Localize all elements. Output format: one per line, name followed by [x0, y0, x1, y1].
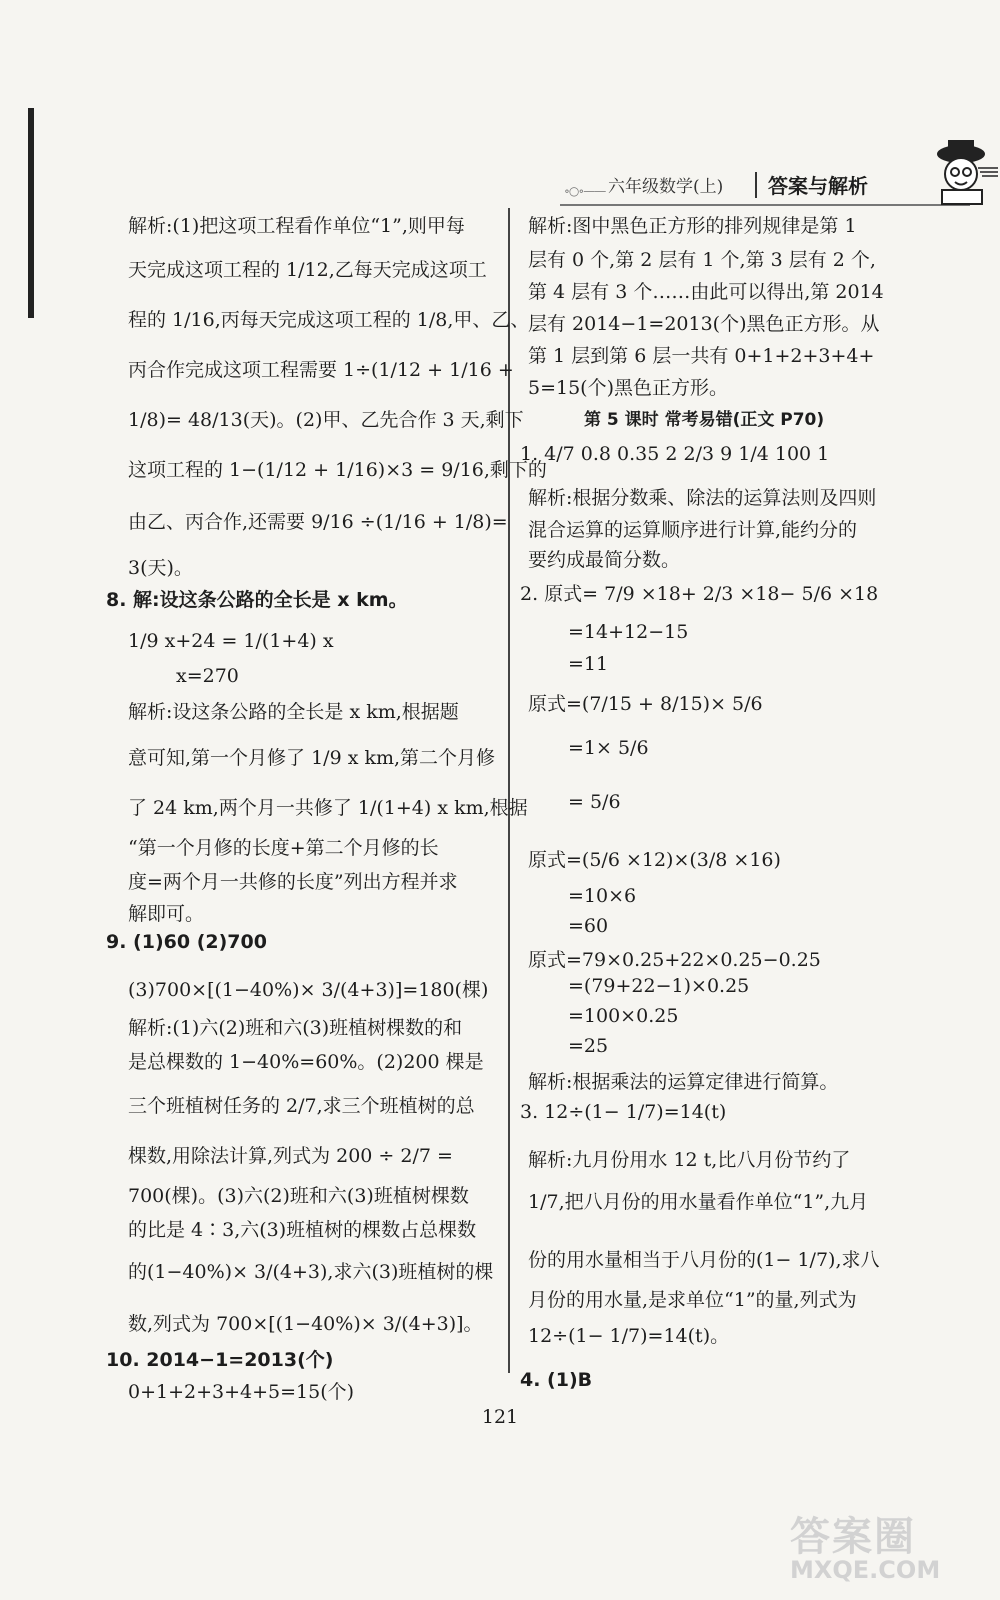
equation-line: x=270 — [176, 665, 239, 687]
text-line: 了 24 km,两个月一共修了 1/(1+4) x km,根据 — [128, 797, 528, 819]
calc-line: =1× 5/6 — [568, 737, 649, 759]
page-number: 121 — [481, 1406, 519, 1428]
answer-line-2: 2. 原式= 7/9 ×18+ 2/3 ×18− 5/6 ×18 — [520, 583, 879, 605]
text-line: 1/8)= 48/13(天)。(2)甲、乙先合作 3 天,剩下 — [128, 409, 524, 431]
watermark-logo — [790, 1505, 980, 1585]
question-9: 9. (1)60 (2)700 — [106, 931, 267, 953]
text-line: 层有 0 个,第 2 层有 1 个,第 3 层有 2 个, — [528, 249, 876, 271]
text-line: 3(天)。 — [128, 557, 193, 579]
calc-line: 原式=(7/15 + 8/15)× 5/6 — [528, 693, 763, 715]
text-line: 层有 2014−1=2013(个)黑色正方形。从 — [528, 313, 880, 335]
calc-line: =14+12−15 — [568, 621, 689, 643]
text-line: 解析:根据分数乘、除法的运算法则及四则 — [528, 487, 877, 509]
text-line: 解析:根据乘法的运算定律进行简算。 — [528, 1071, 839, 1093]
text-line: 度=两个月一共修的长度”列出方程并求 — [128, 871, 458, 893]
text-line: 解析:九月份用水 12 t,比八月份节约了 — [528, 1149, 851, 1171]
text-line: 解析:(1)把这项工程看作单位“1”,则甲每 — [128, 215, 465, 237]
lesson-heading: 第 5 课时 常考易错(正文 P70) — [584, 410, 825, 430]
header-rule — [560, 204, 970, 206]
text-line: 丙合作完成这项工程需要 1÷(1/12 + 1/16 + — [128, 359, 514, 381]
header-separator — [755, 172, 757, 198]
page-header — [560, 168, 1000, 212]
text-line: 月份的用水量,是求单位“1”的量,列式为 — [528, 1289, 857, 1311]
text-line: 700(棵)。(3)六(2)班和六(3)班植树棵数 — [128, 1185, 469, 1207]
text-line: 的(1−40%)× 3/(4+3),求六(3)班植树的棵 — [128, 1261, 494, 1283]
text-line: 天完成这项工程的 1/12,乙每天完成这项工 — [128, 259, 487, 281]
equation-line: (3)700×[(1−40%)× 3/(4+3)]=180(棵) — [128, 979, 489, 1001]
calc-line: =11 — [568, 653, 609, 675]
text-line: 解析:设这条公路的全长是 x km,根据题 — [128, 701, 459, 723]
calc-line: =60 — [568, 915, 609, 937]
equation-line: 1/9 x+24 = 1/(1+4) x — [128, 630, 334, 652]
text-line: “第一个月修的长度+第二个月修的长 — [128, 837, 439, 859]
mascot-icon — [928, 138, 998, 208]
text-line: 程的 1/16,丙每天完成这项工程的 1/8,甲、乙、 — [128, 309, 530, 331]
text-line: 要约成最简分数。 — [528, 549, 681, 571]
text-line: 第 1 层到第 6 层一共有 0+1+2+3+4+ — [528, 345, 875, 367]
calc-line: = 5/6 — [568, 791, 621, 813]
answer-line-3: 3. 12÷(1− 1/7)=14(t) — [520, 1101, 727, 1123]
watermark-en: MXQE.COM — [790, 1556, 941, 1584]
header-subject: 六年级数学(上) — [608, 177, 724, 197]
text-line: 混合运算的运算顺序进行计算,能约分的 — [528, 519, 858, 541]
text-line: 12÷(1− 1/7)=14(t)。 — [528, 1325, 730, 1347]
text-line: 三个班植树任务的 2/7,求三个班植树的总 — [128, 1095, 475, 1117]
question-8: 8. 解:设这条公路的全长是 x km。 — [106, 589, 408, 611]
answer-line-1: 1. 4/7 0.8 0.35 2 2/3 9 1/4 100 1 — [520, 443, 830, 465]
text-line: 解析:图中黑色正方形的排列规律是第 1 — [528, 215, 857, 237]
text-line: 第 4 层有 3 个……由此可以得出,第 2014 — [528, 281, 884, 303]
calc-line: 原式=79×0.25+22×0.25−0.25 — [528, 949, 821, 971]
watermark-cn: 答案圈 — [790, 1514, 916, 1560]
text-line: 数,列式为 700×[(1−40%)× 3/(4+3)]。 — [128, 1313, 483, 1335]
calc-line: =100×0.25 — [568, 1005, 679, 1027]
question-4: 4. (1)B — [520, 1369, 593, 1391]
text-line: 由乙、丙合作,还需要 9/16 ÷(1/16 + 1/8)= — [128, 511, 508, 533]
text-line: 的比是 4∶3,六(3)班植树的棵数占总棵数 — [128, 1219, 477, 1241]
text-line: 这项工程的 1−(1/12 + 1/16)×3 = 9/16,剩下的 — [128, 459, 547, 481]
text-line: 份的用水量相当于八月份的(1− 1/7),求八 — [528, 1249, 880, 1271]
text-line: 0+1+2+3+4+5=15(个) — [128, 1381, 355, 1403]
calc-line: =25 — [568, 1035, 609, 1057]
header-decoration: ∘○∘—— — [564, 184, 606, 198]
text-line: 意可知,第一个月修了 1/9 x km,第二个月修 — [128, 747, 496, 769]
text-line: 解即可。 — [128, 903, 205, 925]
calc-line: =(79+22−1)×0.25 — [568, 975, 750, 997]
column-divider — [508, 208, 510, 1373]
text-line: 棵数,用除法计算,列式为 200 ÷ 2/7 = — [128, 1145, 453, 1167]
header-section-title: 答案与解析 — [768, 174, 868, 198]
text-line: 1/7,把八月份的用水量看作单位“1”,九月 — [528, 1191, 869, 1213]
text-line: 5=15(个)黑色正方形。 — [528, 377, 729, 399]
calc-line: =10×6 — [568, 885, 637, 907]
calc-line: 原式=(5/6 ×12)×(3/8 ×16) — [528, 849, 781, 871]
left-margin-bar — [28, 108, 34, 318]
text-line: 是总棵数的 1−40%=60%。(2)200 棵是 — [128, 1051, 484, 1073]
question-10: 10. 2014−1=2013(个) — [106, 1349, 334, 1371]
text-line: 解析:(1)六(2)班和六(3)班植树棵数的和 — [128, 1017, 463, 1039]
